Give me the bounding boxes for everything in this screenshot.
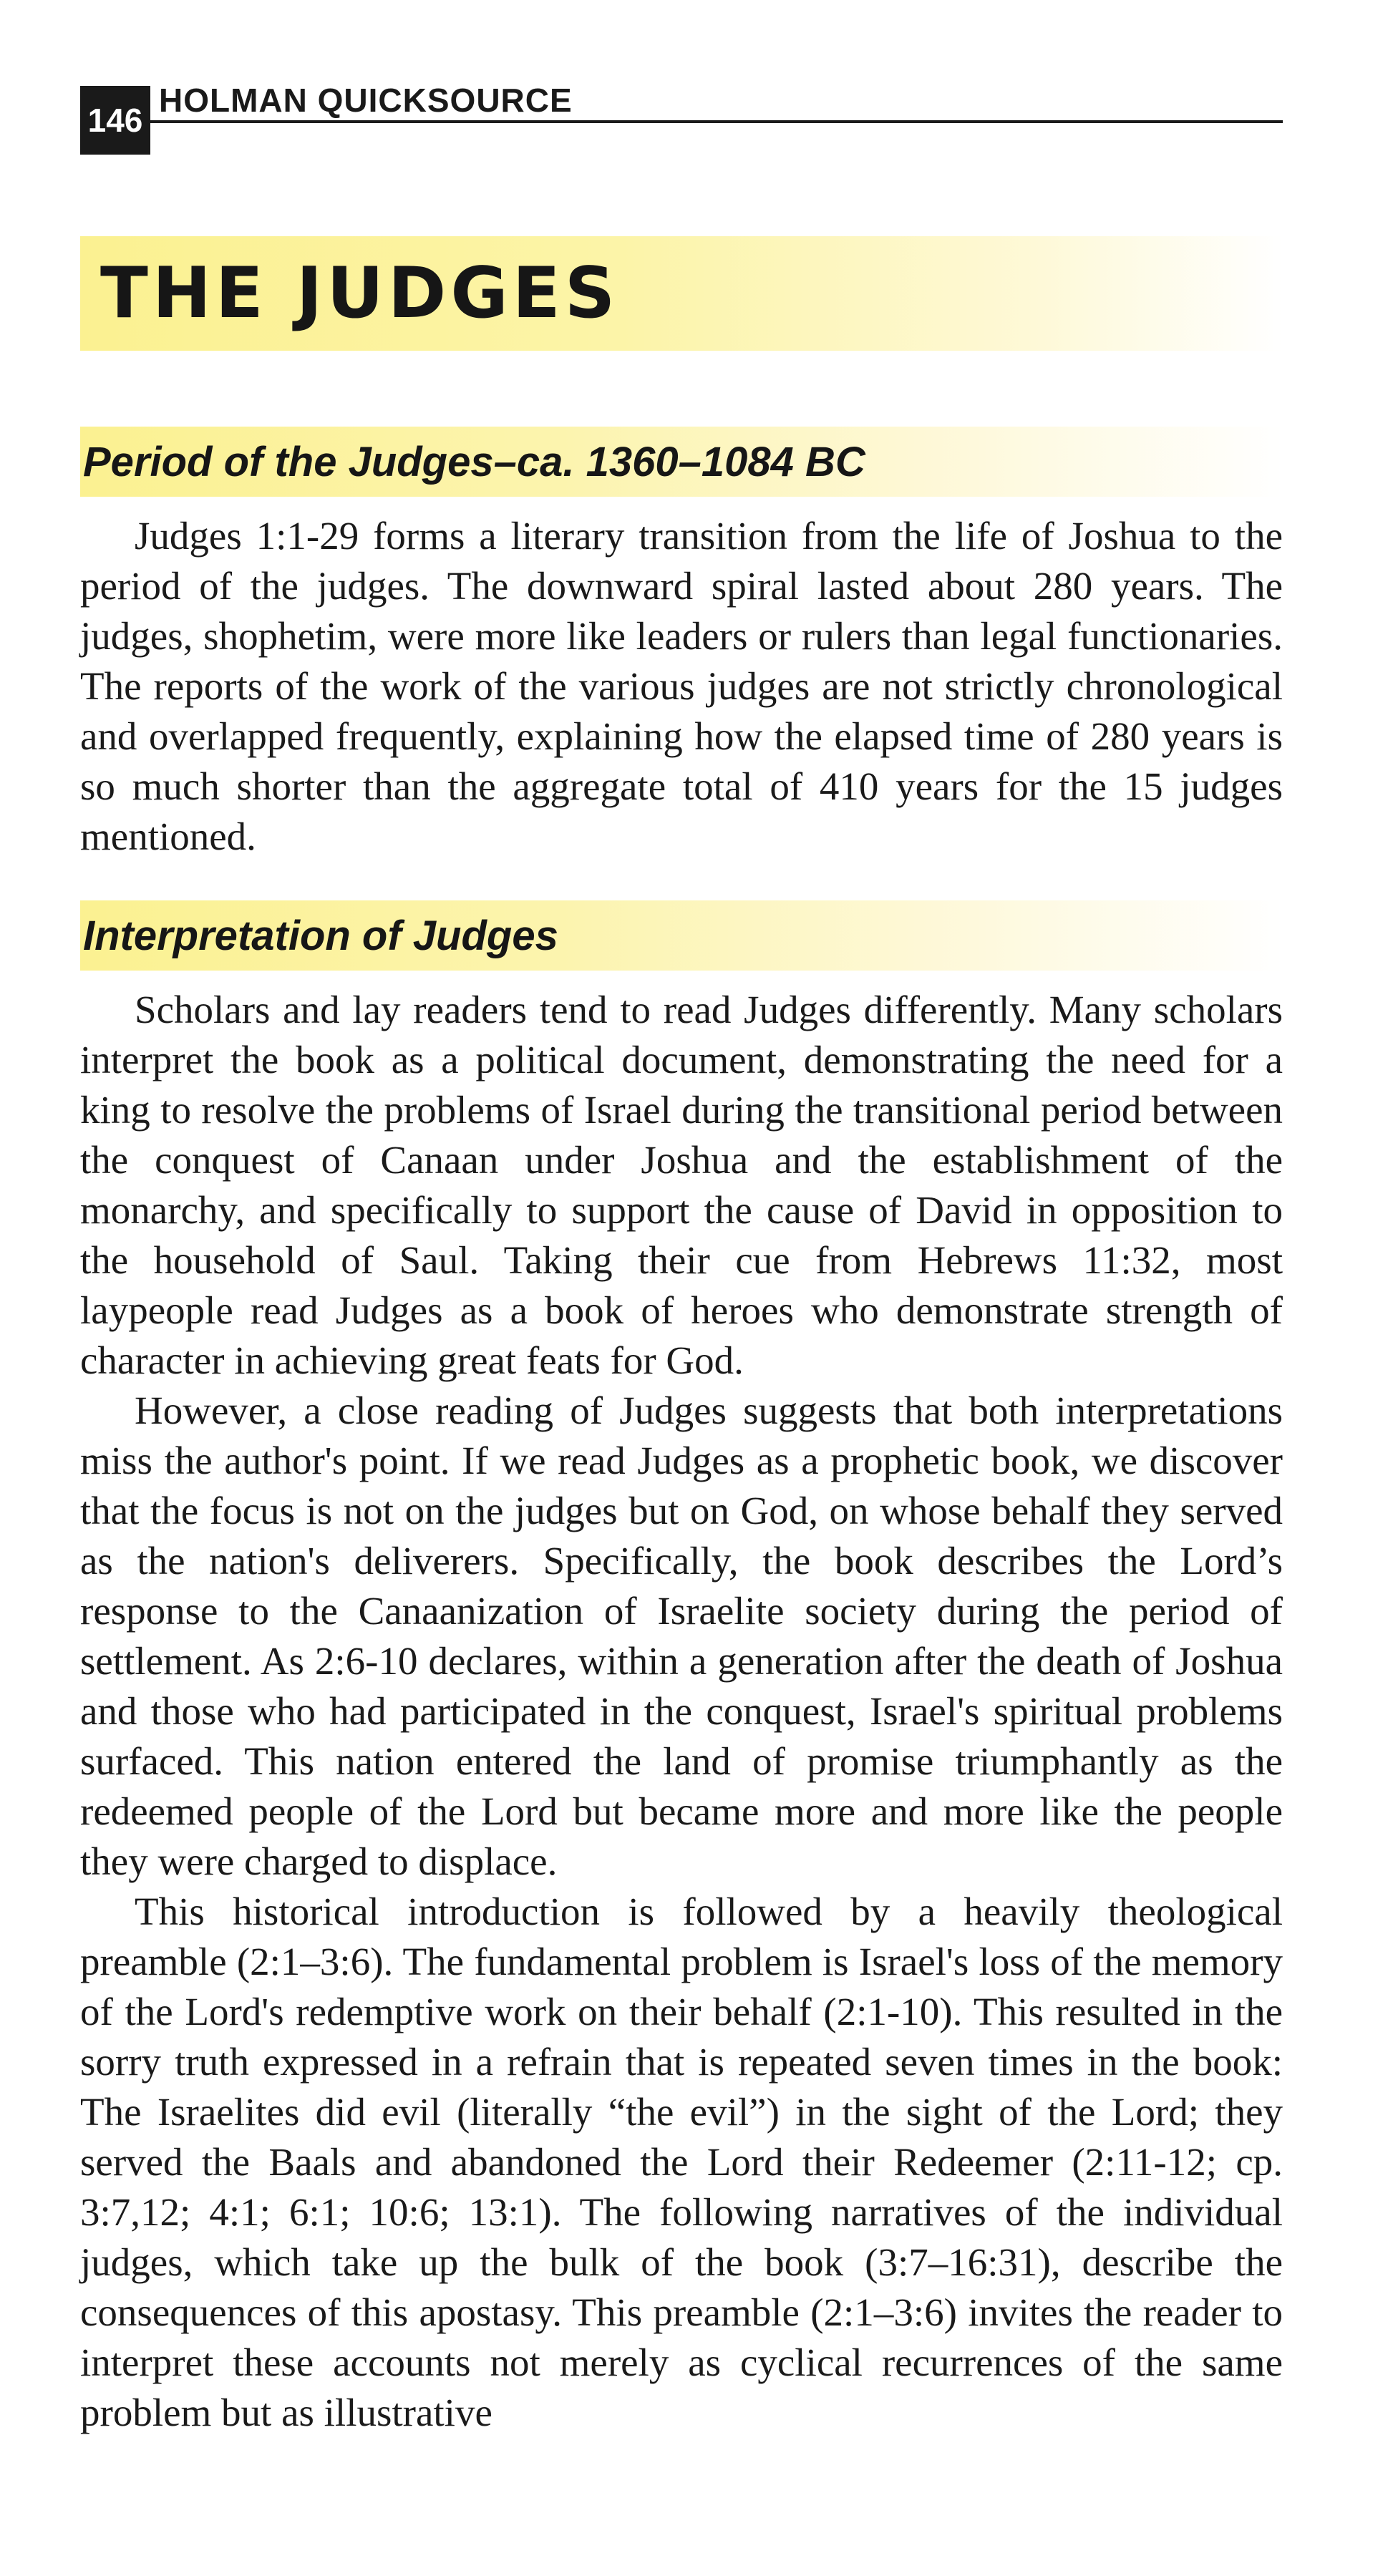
- section-body: [80, 985, 1283, 2438]
- paragraph: Judges 1:1-29 forms a literary transition from the life of Joshua to the period of the judges. The downward spiral lasted about 280 years. The judges, shophetim, were more like leaders or rulers than legal functionaries. The reports of the work of the various judges are not strictly chronological and overlapped frequently, explaining how the elapsed time of 280 years is so much shorter than the aggregate total of 410 years for the 15 judges mentioned.: [80, 514, 1283, 858]
- paragraph: This historical introduction is followed by a heavily theological preamble (2:1–3:6). The fundamental problem is Israel's loss of the memory of the Lord's redemptive work on their behalf (2:1-10). This resulted in the sorry truth expressed in a refrain that is repeated seven times in the book: The Israelites did evil (literally “the evil”) in the sight of the Lord; they served the Baals and abandoned the Lord their Redeemer (2:11-12; cp. 3:7,12; 4:1; 6:1; 10:6; 13:1). The following narratives of the individual judges, which take up the bulk of the book (3:7–16:31), describe the consequences of this apostasy. This preamble (2:1–3:6) invites the reader to interpret these accounts not merely as cyclical recurrences of the same problem but as illustrative: [80, 1890, 1283, 2434]
- section-body: [80, 511, 1283, 862]
- section-heading: Period of the Judges–ca. 1360–1084 BC: [83, 439, 865, 485]
- section-heading-band: [80, 900, 1283, 971]
- section-heading-band: [80, 427, 1283, 497]
- running-head: [80, 79, 1283, 157]
- chapter-title: THE JUDGES: [100, 253, 620, 334]
- chapter-heading-band: [80, 236, 1283, 351]
- paragraph: Scholars and lay readers tend to read Judges differently. Many scholars interpret the book as a political document, demonstrating the need for a king to resolve the problems of Israel during the transitional period between the conquest of Canaan under Joshua and the establishment of the monarchy, and specifically to support the cause of David in opposition to the household of Saul. Taking their cue from Hebrews 11:32, most laypeople read Judges as a book of heroes who demonstrate strength of character in achieving great feats for God.: [80, 988, 1283, 1382]
- page-number: 146: [80, 86, 150, 155]
- book-title: HOLMAN QUICKSOURCE: [159, 82, 573, 119]
- paragraph: However, a close reading of Judges suggests that both interpretations miss the author's point. If we read Judges as a prophetic book, we discover that the focus is not on the judges but on God, on whose behalf they served as the nation's deliverers. Specifically, the book describes the Lord’s response to the Canaanization of Israelite society during the period of settlement. As 2:6-10 declares, within a generation after the death of Joshua and those who had participated in the conquest, Israel's spiritual problems surfaced. This nation entered the land of promise triumphantly as the redeemed people of the Lord but became more and more like the people they were charged to displace.: [80, 1389, 1283, 1883]
- header-rule: [150, 120, 1283, 123]
- section-heading: Interpretation of Judges: [83, 913, 558, 959]
